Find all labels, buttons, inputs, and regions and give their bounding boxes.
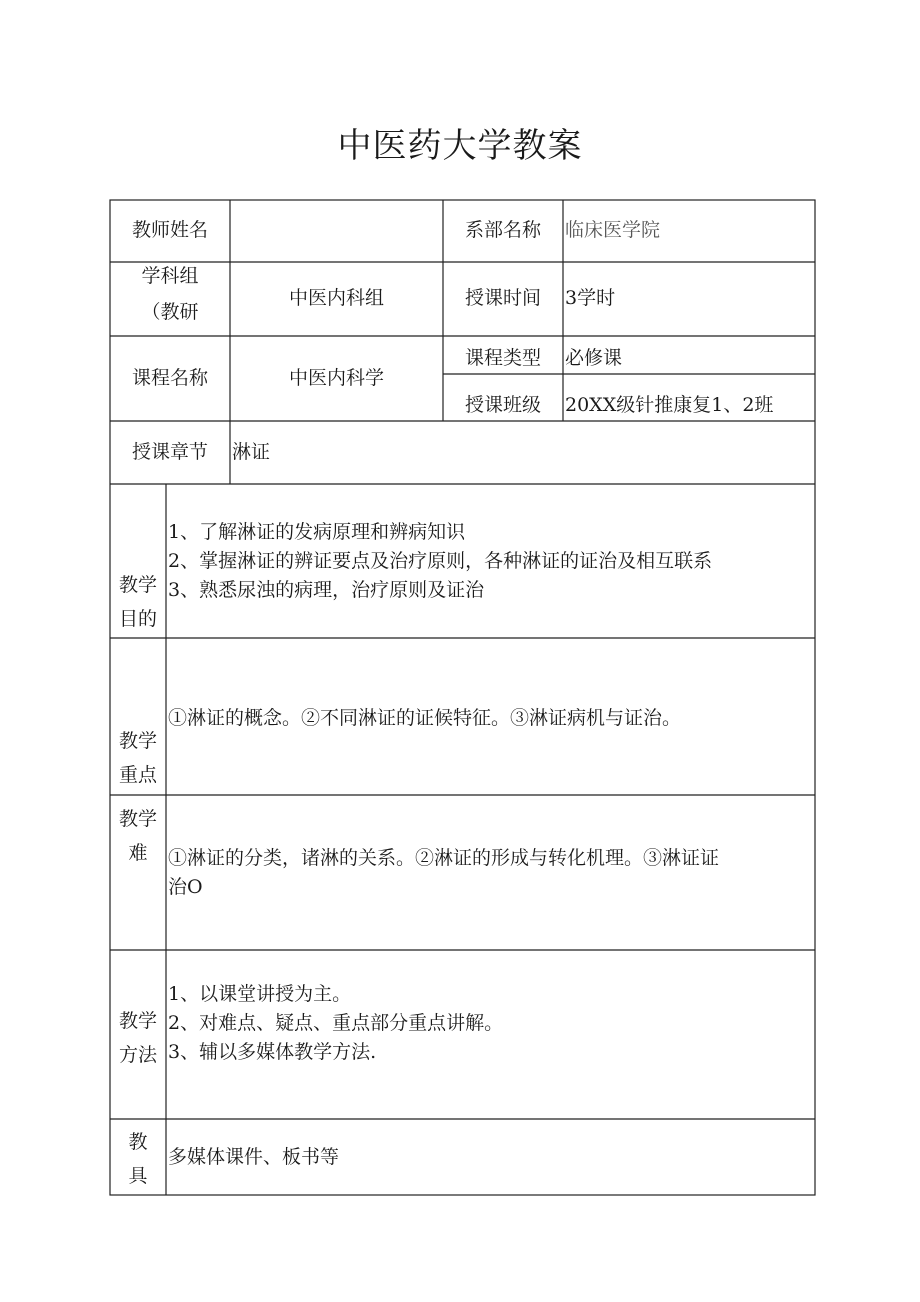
difficulties-label-line2: 难 [128,842,148,864]
key-points-label-line2: 重点 [118,764,157,786]
difficulties-line: 治O [168,876,203,898]
course-type-value: 必修课 [565,347,623,369]
class-label: 授课班级 [464,394,541,416]
objectives-label [110,568,166,636]
subject-group-label-line1: 学科组 [141,265,199,287]
methods-label [110,1004,166,1072]
teaching-time-label: 授课时间 [464,287,541,309]
key-points-label [110,724,166,792]
chapter-value: 淋证 [232,441,271,463]
teaching-time-value: 3学时 [565,287,616,309]
methods-content [168,980,808,1067]
methods-label-line1: 教学 [118,1010,157,1032]
list-item: 2、掌握淋证的辨证要点及治疗原则，各种淋证的证治及相互联系 [168,550,713,572]
key-points-content: ①淋证的概念。②不同淋证的证候特征。③淋证病机与证治。 [168,707,682,729]
list-item: 1、了解淋证的发病原理和辨病知识 [168,521,466,543]
department-value: 临床医学院 [565,219,661,241]
difficulties-label [110,802,166,870]
course-type-label: 课程类型 [464,347,541,369]
key-points-label-line1: 教学 [118,730,157,752]
list-item: 3、辅以多媒体教学方法. [168,1041,377,1063]
tools-label-line1: 教 [128,1131,148,1153]
tools-label [110,1125,166,1193]
objectives-label-line1: 教学 [118,574,157,596]
list-item: 3、熟悉尿浊的病理，治疗原则及证治 [168,579,485,601]
methods-label-line2: 方法 [118,1044,157,1066]
subject-group-label-line2: （教研 [141,301,199,323]
objectives-content [168,518,808,605]
tools-label-line2: 具 [128,1165,148,1187]
objectives-label-line2: 目的 [118,608,157,630]
tools-content: 多媒体课件、板书等 [168,1146,340,1168]
list-item: 2、对难点、疑点、重点部分重点讲解。 [168,1012,504,1034]
chapter-label: 授课章节 [131,441,208,463]
subject-group-label [110,262,230,332]
difficulties-content [168,844,808,902]
subject-group-value: 中医内科组 [288,287,384,309]
page-title: 中医药大学教案 [337,126,583,166]
course-name-value: 中医内科学 [288,367,384,389]
department-label: 系部名称 [464,219,541,241]
difficulties-label-line1: 教学 [118,808,157,830]
list-item: 1、以课堂讲授为主。 [168,983,352,1005]
difficulties-line: ①淋证的分类，诸淋的关系。②淋证的形成与转化机理。③淋证证 [168,847,720,869]
class-value: 20XX级针推康复1、2班 [565,394,774,416]
course-name-label: 课程名称 [131,367,208,389]
teacher-name-label: 教师姓名 [131,219,208,241]
